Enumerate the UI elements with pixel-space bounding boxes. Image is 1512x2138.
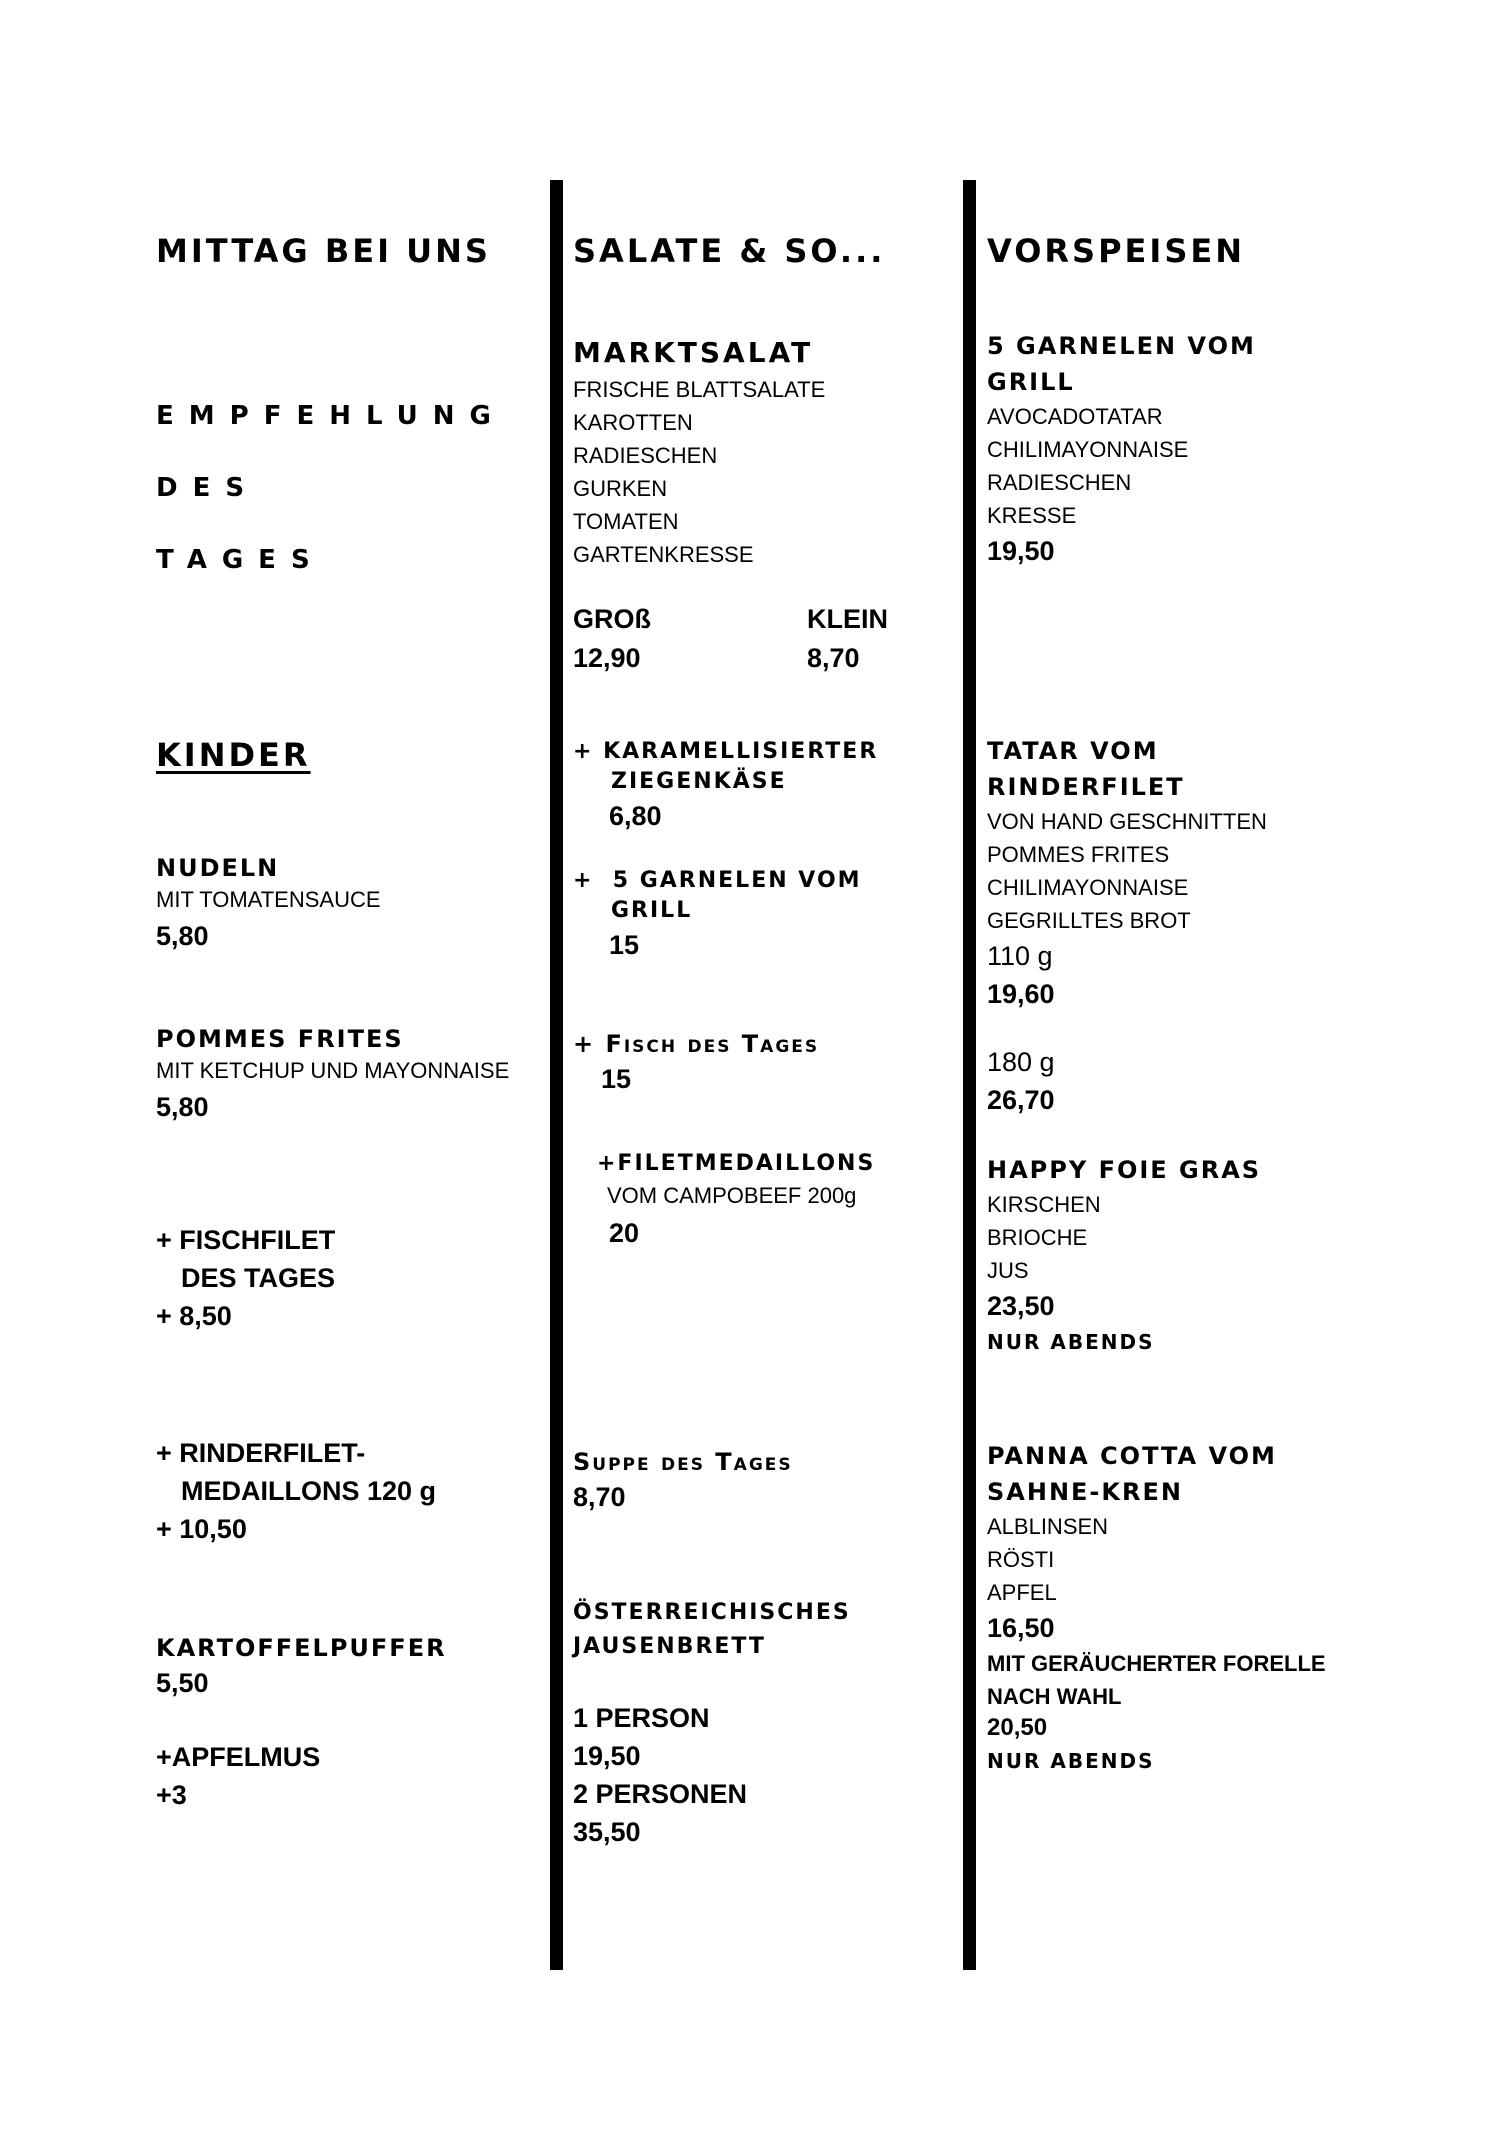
garnelen-item: RADIESCHEN bbox=[987, 470, 1132, 495]
suppe bbox=[573, 1446, 793, 1516]
pommes-price: 5,80 bbox=[156, 1092, 209, 1122]
tatar-item: CHILIMAYONNAISE bbox=[987, 875, 1189, 900]
tatar-item: POMMES FRITES bbox=[987, 842, 1170, 867]
pommes-name: POMMES FRITES bbox=[156, 1025, 404, 1053]
kinder-nudeln bbox=[156, 853, 381, 955]
panna-name-line-2: SAHNE-KREN bbox=[987, 1478, 1183, 1506]
marktsalat-item: KAROTTEN bbox=[573, 410, 693, 435]
empfehlung-line-3: TAGES bbox=[156, 545, 325, 575]
filetmedaillons-price: 20 bbox=[609, 1218, 640, 1248]
marktsalat-gross-price: 12,90 bbox=[573, 643, 641, 673]
fisch-addon-name: + Fisch des Tages bbox=[573, 1030, 820, 1058]
middle-column-title: SALATE & SO... bbox=[573, 232, 886, 270]
jausenbrett-price-line: 1 PERSON bbox=[573, 1703, 710, 1733]
ziegenkaese-price: 6,80 bbox=[609, 801, 662, 831]
marktsalat-klein-price: 8,70 bbox=[807, 643, 860, 673]
ziegenkaese-line-2: ZIEGENKÄSE bbox=[611, 769, 787, 794]
right-column-title: VORSPEISEN bbox=[987, 232, 1245, 270]
foie-item: JUS bbox=[987, 1258, 1029, 1283]
tatar-name-line-2: RINDERFILET bbox=[987, 773, 1185, 801]
panna-extra-line-2: NACH WAHL bbox=[987, 1684, 1122, 1709]
marktsalat bbox=[573, 333, 825, 571]
pommes-desc: MIT KETCHUP UND MAYONNAISE bbox=[156, 1058, 510, 1083]
marktsalat-item: RADIESCHEN bbox=[573, 443, 718, 468]
jausenbrett-price-line: 2 PERSONEN bbox=[573, 1779, 748, 1809]
marktsalat-item: GURKEN bbox=[573, 476, 668, 501]
tatar-price-2: 26,70 bbox=[987, 1085, 1055, 1115]
fisch-addon bbox=[573, 1028, 819, 1098]
filetmedaillons-addon bbox=[597, 1149, 875, 1253]
foie-item: KIRSCHEN bbox=[987, 1192, 1101, 1217]
fischfilet-addon bbox=[156, 1221, 335, 1335]
garnelen-addon bbox=[573, 866, 862, 964]
column-divider-right bbox=[963, 180, 976, 1970]
tatar-price-1: 19,60 bbox=[987, 979, 1055, 1009]
left-column-title: MITTAG BEI UNS bbox=[156, 232, 491, 270]
nudeln-desc: MIT TOMATENSAUCE bbox=[156, 887, 381, 912]
vorspeise-garnelen bbox=[987, 328, 1256, 570]
empfehlung-line-1: EMPFEHLUNG bbox=[156, 401, 506, 431]
tatar-item: VON HAND GESCHNITTEN bbox=[987, 809, 1267, 834]
kartoffelpuffer-price: 5,50 bbox=[156, 1668, 209, 1698]
jausenbrett-prices bbox=[573, 1699, 747, 1851]
filetmedaillons-name: +FILETMEDAILLONS bbox=[597, 1151, 876, 1176]
panna-item: APFEL bbox=[987, 1580, 1057, 1605]
rinderfilet-line-1: + RINDERFILET- bbox=[156, 1438, 366, 1468]
foie-note: NUR ABENDS bbox=[987, 1330, 1155, 1354]
garnelen-addon-price: 15 bbox=[609, 930, 640, 960]
tatar-name-line-1: TATAR VOM bbox=[987, 737, 1159, 765]
vorspeise-foie-gras bbox=[987, 1152, 1261, 1359]
empfehlung-line-2: DES bbox=[156, 473, 260, 503]
foie-name: HAPPY FOIE GRAS bbox=[987, 1156, 1262, 1184]
panna-note: NUR ABENDS bbox=[987, 1749, 1155, 1773]
panna-extra-line-1: MIT GERÄUCHERTER FORELLE bbox=[987, 1651, 1326, 1676]
marktsalat-klein-label: KLEIN bbox=[807, 604, 888, 634]
tatar-size-1: 110 g bbox=[987, 941, 1053, 971]
panna-item: ALBLINSEN bbox=[987, 1514, 1109, 1539]
garnelen-addon-line-1: + 5 GARNELEN VOM bbox=[573, 868, 862, 893]
nudeln-name: NUDELN bbox=[156, 854, 280, 882]
apfelmus-price: +3 bbox=[156, 1780, 187, 1810]
column-divider-left bbox=[550, 180, 563, 1970]
garnelen-addon-line-2: GRILL bbox=[611, 898, 693, 923]
jausenbrett-line-2: JAUSENBRETT bbox=[573, 1634, 766, 1659]
jausenbrett-line-1: ÖSTERREICHISCHES bbox=[573, 1600, 851, 1625]
suppe-name: Suppe des Tages bbox=[573, 1448, 793, 1476]
rinderfilet-addon bbox=[156, 1434, 436, 1548]
kinder-heading: KINDER bbox=[156, 736, 311, 774]
vorspeise-panna-cotta bbox=[987, 1438, 1326, 1779]
vorspeise-tatar bbox=[987, 733, 1267, 1119]
ziegenkaese-line-1: + KARAMELLISIERTER bbox=[573, 739, 879, 764]
garnelen-item: CHILIMAYONNAISE bbox=[987, 437, 1189, 462]
fischfilet-line-2: DES TAGES bbox=[181, 1263, 336, 1293]
suppe-price: 8,70 bbox=[573, 1482, 626, 1512]
garnelen-item: AVOCADOTATAR bbox=[987, 404, 1163, 429]
garnelen-name-line-1: 5 GARNELEN VOM bbox=[987, 332, 1256, 360]
jausenbrett-price-line: 35,50 bbox=[573, 1817, 641, 1847]
panna-extra-price: 20,50 bbox=[987, 1714, 1048, 1741]
panna-price: 16,50 bbox=[987, 1613, 1055, 1643]
fischfilet-line-1: + FISCHFILET bbox=[156, 1225, 336, 1255]
jausenbrett-price-line: 19,50 bbox=[573, 1741, 641, 1771]
marktsalat-item: GARTENKRESSE bbox=[573, 542, 754, 567]
panna-item: RÖSTI bbox=[987, 1547, 1055, 1572]
tatar-item: GEGRILLTES BROT bbox=[987, 908, 1191, 933]
fischfilet-price: + 8,50 bbox=[156, 1301, 232, 1331]
garnelen-name-line-2: GRILL bbox=[987, 368, 1075, 396]
garnelen-price: 19,50 bbox=[987, 536, 1055, 566]
tatar-size-2: 180 g bbox=[987, 1047, 1055, 1077]
kartoffelpuffer-name: KARTOFFELPUFFER bbox=[156, 1634, 447, 1662]
fisch-addon-price: 15 bbox=[601, 1064, 632, 1094]
foie-price: 23,50 bbox=[987, 1291, 1055, 1321]
rinderfilet-price: + 10,50 bbox=[156, 1514, 247, 1544]
ziegenkaese-addon bbox=[573, 737, 878, 835]
marktsalat-name: MARKTSALAT bbox=[573, 336, 814, 369]
marktsalat-item: FRISCHE BLATTSALATE bbox=[573, 377, 826, 402]
filetmedaillons-desc: VOM CAMPOBEEF 200g bbox=[607, 1183, 857, 1208]
panna-name-line-1: PANNA COTTA VOM bbox=[987, 1442, 1277, 1470]
nudeln-price: 5,80 bbox=[156, 921, 209, 951]
apfelmus-addon bbox=[156, 1738, 320, 1814]
foie-item: BRIOCHE bbox=[987, 1225, 1088, 1250]
marktsalat-item: TOMATEN bbox=[573, 509, 679, 534]
kinder-pommes bbox=[156, 1024, 509, 1126]
garnelen-item: KRESSE bbox=[987, 503, 1077, 528]
marktsalat-gross-label: GROß bbox=[573, 604, 651, 634]
jausenbrett bbox=[573, 1596, 851, 1664]
rinderfilet-line-2: MEDAILLONS 120 g bbox=[181, 1476, 437, 1506]
apfelmus-line-1: +APFELMUS bbox=[156, 1742, 321, 1772]
kartoffelpuffer bbox=[156, 1632, 447, 1702]
